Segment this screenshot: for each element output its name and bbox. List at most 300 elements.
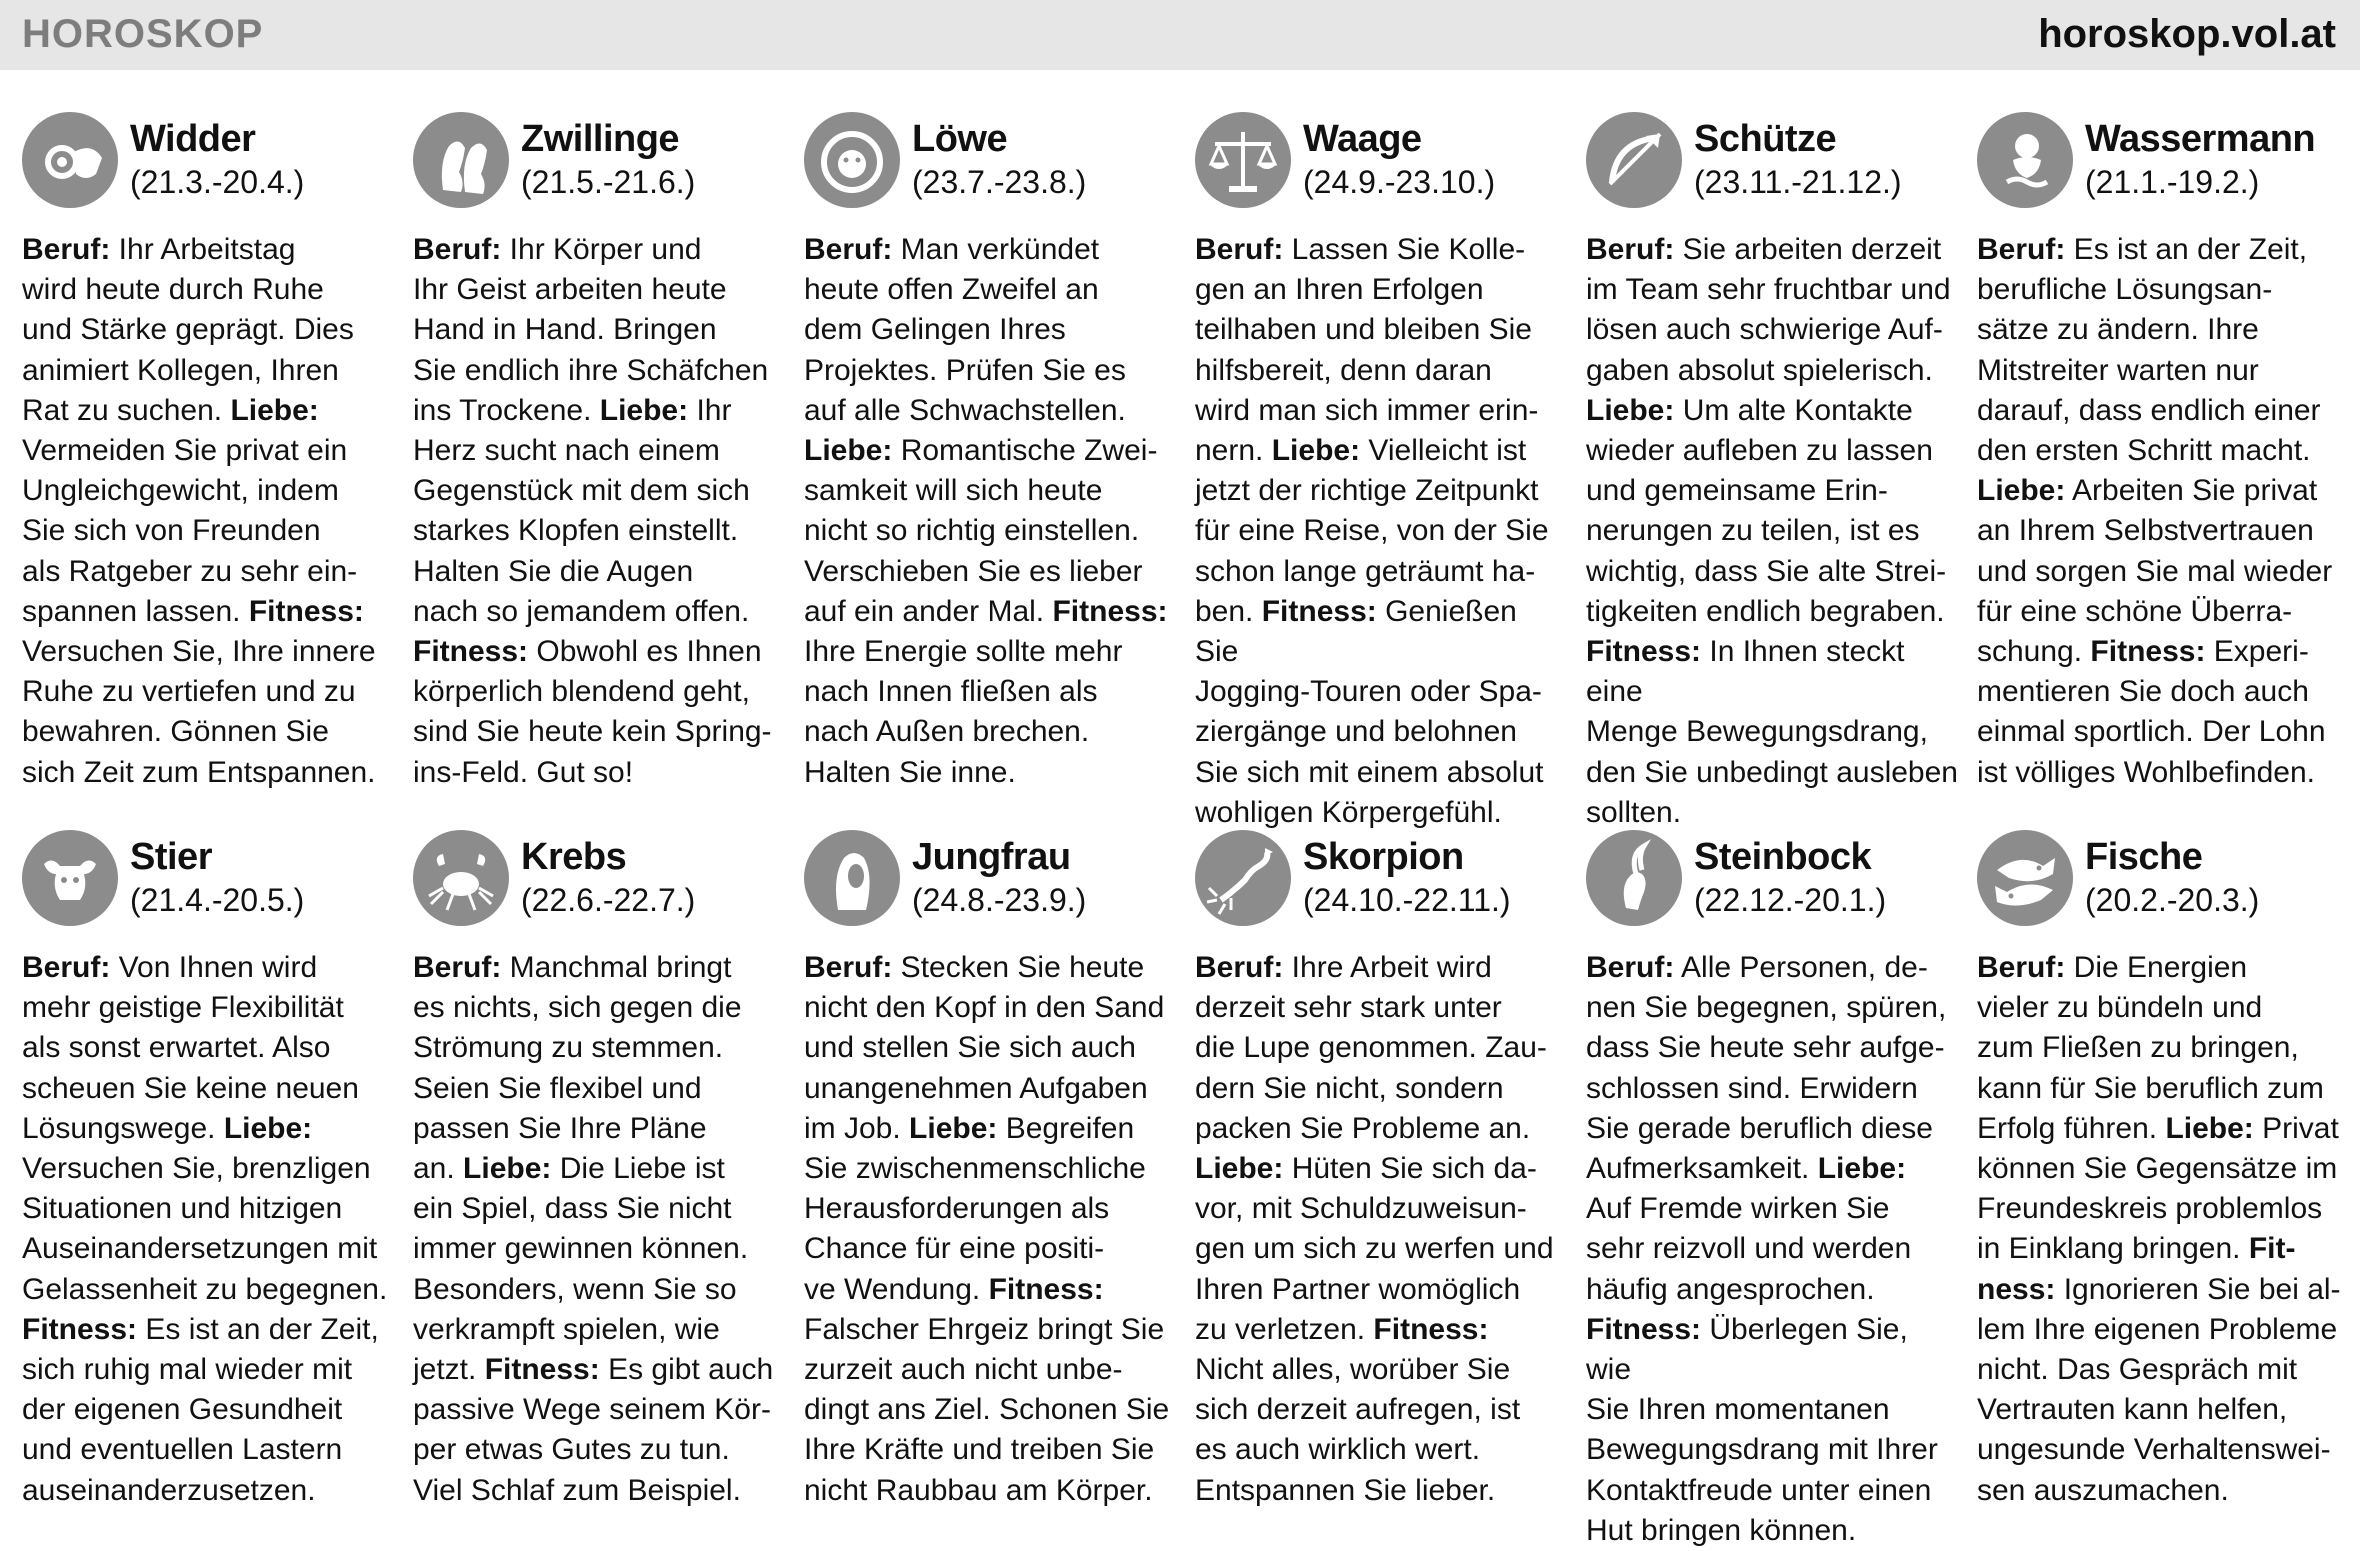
text-segment: Nicht alles, worüber Sie (1195, 1353, 1511, 1387)
text-segment: schung. (1977, 635, 2091, 669)
text-line (1195, 552, 1567, 592)
text-segment: sollten. (1586, 795, 1682, 829)
text-segment: nach so jemandem offen. (413, 594, 750, 628)
text-segment: in Einklang bringen. (1977, 1232, 2249, 1266)
text-segment: sich Zeit zum Entspannen. (22, 755, 376, 789)
category-label: Liebe: (230, 393, 319, 427)
text-segment: können Sie Gegensätze im (1977, 1152, 2338, 1186)
text-segment: dass Sie heute sehr aufge- (1586, 1031, 1945, 1065)
text-segment: häufig angesprochen. (1586, 1272, 1875, 1306)
text-line (1195, 1028, 1567, 1068)
text-segment: animiert Kollegen, Ihren (22, 353, 339, 387)
text-line (1977, 632, 2349, 672)
text-segment: Sie sich von Freunden (22, 514, 321, 548)
text-segment: Situationen und hitzigen (22, 1192, 343, 1226)
text-line (413, 552, 785, 592)
text-line (1977, 1149, 2349, 1189)
text-line (1977, 1028, 2349, 1068)
text-line (1586, 712, 1958, 752)
text-line (413, 753, 785, 793)
horoscope-text (1195, 230, 1567, 833)
text-segment: Ihr (688, 393, 732, 427)
category-label: Liebe: (804, 434, 893, 468)
category-label: Liebe: (909, 1111, 998, 1145)
ibex-icon (1586, 830, 1682, 926)
text-line (1586, 431, 1958, 471)
text-segment: Auseinandersetzungen mit (22, 1232, 378, 1266)
sign-dates: (24.8.-23.9.) (912, 882, 1087, 918)
category-label: Fitness: (2090, 635, 2206, 669)
text-segment: Ihr Körper und (501, 233, 702, 266)
text-line (804, 511, 1176, 551)
text-segment: Aufmerksamkeit. (1586, 1152, 1818, 1186)
text-line (804, 1109, 1176, 1149)
sign-header (1586, 830, 1958, 938)
text-line (22, 351, 394, 391)
text-segment: es auch wirklich wert. (1195, 1433, 1481, 1467)
text-segment: Gelassenheit zu begegnen. (22, 1272, 388, 1306)
text-segment: den ersten Schritt macht. (1977, 434, 2311, 468)
text-segment: mentieren Sie doch auch (1977, 675, 2309, 709)
category-label: Liebe: (2165, 1111, 2254, 1145)
category-label: Fitness: (988, 1272, 1104, 1306)
text-line (1977, 310, 2349, 350)
text-line (413, 1471, 785, 1511)
text-line (1586, 753, 1958, 793)
text-line (804, 988, 1176, 1028)
text-segment: samkeit will sich heute (804, 474, 1103, 508)
text-line (413, 1109, 785, 1149)
text-segment: Lassen Sie Kolle- (1283, 233, 1526, 266)
horoscope-text (804, 948, 1176, 1511)
sign-header (1977, 830, 2349, 938)
sign-dates: (21.5.-21.6.) (521, 164, 696, 200)
text-segment: ins-Feld. Gut so! (413, 755, 634, 789)
horoscope-waage (1195, 112, 1567, 833)
text-line (804, 672, 1176, 712)
text-segment: Ihre Energie sollte mehr (804, 635, 1123, 669)
category-label: Fitness: (1052, 594, 1168, 628)
text-line (1195, 988, 1567, 1028)
sign-dates: (22.6.-22.7.) (521, 882, 696, 918)
text-segment: mehr geistige Flexibilität (22, 991, 344, 1025)
horoscope-schütze (1586, 112, 1958, 833)
text-line (1195, 391, 1567, 431)
text-segment: hilfsbereit, denn daran (1195, 353, 1492, 387)
text-segment: Auf Fremde wirken Sie (1586, 1192, 1890, 1226)
water-bearer-icon (1977, 112, 2073, 208)
text-segment: unangenehmen Aufgaben (804, 1071, 1148, 1105)
text-line (413, 712, 785, 752)
text-segment: heute offen Zweifel an (804, 273, 1099, 307)
text-line (1586, 632, 1958, 712)
text-segment: bewahren. Gönnen Sie (22, 715, 329, 749)
text-segment: Projektes. Prüfen Sie es (804, 353, 1126, 387)
text-segment: und sorgen Sie mal wieder (1977, 554, 2333, 588)
text-line (1977, 948, 2349, 988)
text-segment: verkrampft spielen, wie (413, 1312, 720, 1346)
sign-dates: (20.2.-20.3.) (2085, 882, 2260, 918)
text-segment: auf alle Schwachstellen. (804, 393, 1126, 427)
text-segment: Überlegen Sie, wie (1586, 1312, 1908, 1387)
category-label: Beruf: (413, 233, 502, 266)
text-line (1977, 753, 2349, 793)
horoscope-text (22, 230, 394, 793)
text-segment: Obwohl es Ihnen (528, 635, 762, 669)
text-segment: gen um sich zu werfen und (1195, 1232, 1554, 1266)
text-line (1586, 1390, 1958, 1430)
text-line (804, 310, 1176, 350)
text-line (1977, 1189, 2349, 1229)
text-line (22, 672, 394, 712)
text-segment: ins Trockene. (413, 393, 600, 427)
text-segment: für eine schöne Überra- (1977, 594, 2293, 628)
text-line (804, 592, 1176, 632)
text-line (22, 1390, 394, 1430)
text-segment: immer gewinnen können. (413, 1232, 749, 1266)
text-segment: lem Ihre eigenen Probleme (1977, 1312, 2338, 1346)
category-label: Fit- (2248, 1232, 2296, 1266)
text-line (22, 270, 394, 310)
text-line (1977, 1069, 2349, 1109)
category-label: Beruf: (1977, 233, 2066, 266)
text-segment: wird heute durch Ruhe (22, 273, 324, 307)
text-line (1195, 948, 1567, 988)
scorpion-icon (1195, 830, 1291, 926)
text-line (22, 1189, 394, 1229)
text-line (1977, 351, 2349, 391)
category-label: Beruf: (1195, 233, 1284, 266)
text-segment: Mitstreiter warten nur (1977, 353, 2259, 387)
text-segment: Man verkündet (892, 233, 1100, 266)
sign-header (22, 830, 394, 938)
sign-dates: (23.11.-21.12.) (1694, 164, 1902, 200)
text-segment: Vermeiden Sie privat ein (22, 434, 348, 468)
category-label: Beruf: (1977, 951, 2066, 984)
text-line (1586, 988, 1958, 1028)
text-segment: Sie Ihren momentanen (1586, 1393, 1890, 1427)
text-segment: Menge Bewegungsdrang, (1586, 715, 1928, 749)
text-line (804, 1028, 1176, 1068)
text-line (804, 1270, 1176, 1310)
sign-dates: (23.7.-23.8.) (912, 164, 1087, 200)
category-label: Liebe: (463, 1152, 552, 1186)
horoscope-text (804, 230, 1176, 793)
text-segment: Seien Sie flexibel und (413, 1071, 702, 1105)
sign-dates: (22.12.-20.1.) (1694, 882, 1887, 918)
text-line (413, 988, 785, 1028)
text-segment: der eigenen Gesundheit (22, 1393, 343, 1427)
text-segment: Entspannen Sie lieber. (1195, 1473, 1496, 1507)
text-segment: und stellen Sie sich auch (804, 1031, 1136, 1065)
text-segment: passen Sie Ihre Pläne (413, 1111, 707, 1145)
text-line (1195, 592, 1567, 672)
text-line (1195, 310, 1567, 350)
twins-icon (413, 112, 509, 208)
text-segment: jetzt der richtige Zeitpunkt (1195, 474, 1539, 508)
lion-icon (804, 112, 900, 208)
text-segment: packen Sie Probleme an. (1195, 1111, 1531, 1145)
text-line (22, 592, 394, 632)
text-line (804, 948, 1176, 988)
text-segment: Sie sich mit einem absolut (1195, 755, 1544, 789)
text-line (1195, 1149, 1567, 1189)
bull-icon (22, 830, 118, 926)
text-line (22, 1149, 394, 1189)
text-segment: Experi- (2205, 635, 2309, 669)
category-label: Beruf: (1195, 951, 1284, 984)
text-line (1195, 1471, 1567, 1511)
text-segment: den Sie unbedingt ausleben (1586, 755, 1958, 789)
category-label: Beruf: (804, 951, 893, 984)
text-line (1195, 1109, 1567, 1149)
text-segment: dem Gelingen Ihres (804, 313, 1066, 347)
text-segment: gen an Ihren Erfolgen (1195, 273, 1484, 307)
horoscope-wassermann (1977, 112, 2349, 793)
text-line (22, 552, 394, 592)
text-line (413, 1310, 785, 1350)
text-segment: nach Außen brechen. (804, 715, 1090, 749)
text-segment: Sie zwischenmenschliche (804, 1152, 1146, 1186)
text-segment: derzeit sehr stark unter (1195, 991, 1502, 1025)
text-line (413, 632, 785, 672)
category-label: Beruf: (22, 951, 111, 984)
text-segment: wird man sich immer erin- (1195, 393, 1539, 427)
text-line (413, 1390, 785, 1430)
text-line (1586, 1028, 1958, 1068)
text-line (1195, 1069, 1567, 1109)
text-line (1977, 1350, 2349, 1390)
text-line (1586, 1430, 1958, 1470)
horoscope-steinbock (1586, 830, 1958, 1551)
horoscope-text (1977, 230, 2349, 793)
category-label: Liebe: (599, 393, 689, 427)
category-label: Fitness: (1373, 1312, 1489, 1346)
text-segment: Ruhe zu vertiefen und zu (22, 675, 356, 709)
text-segment: Herz sucht nach einem (413, 434, 720, 468)
text-segment: passive Wege seinem Kör- (413, 1393, 771, 1427)
text-line (1586, 1229, 1958, 1269)
horoscope-text (1195, 948, 1567, 1511)
sign-header (413, 830, 785, 938)
text-segment: Gegenstück mit dem sich (413, 474, 750, 508)
text-line (1195, 1350, 1567, 1390)
sign-name: Fische (2085, 836, 2203, 878)
text-segment: die Lupe genommen. Zau- (1195, 1031, 1547, 1065)
text-segment: Ignorieren Sie bei al- (2055, 1272, 2341, 1306)
text-line (1977, 1109, 2349, 1149)
text-line (1195, 793, 1567, 833)
sign-dates: (21.1.-19.2.) (2085, 164, 2260, 200)
sign-header (1195, 830, 1567, 938)
text-segment: Es gibt auch (599, 1353, 774, 1387)
text-segment: und gemeinsame Erin- (1586, 474, 1888, 508)
text-line (1586, 1069, 1958, 1109)
horoscope-stier (22, 830, 394, 1511)
text-segment: Versuchen Sie, Ihre innere (22, 635, 376, 669)
text-segment: Manchmal bringt (501, 951, 732, 984)
text-line (413, 1189, 785, 1229)
text-line (1195, 753, 1567, 793)
text-line (1195, 672, 1567, 712)
text-line (1977, 431, 2349, 471)
sign-name: Stier (130, 836, 212, 878)
section-title: HOROSKOP (22, 12, 264, 56)
text-line (1586, 948, 1958, 988)
category-label: Liebe: (1817, 1152, 1907, 1186)
text-line (413, 1149, 785, 1189)
text-segment: Rat zu suchen. (22, 393, 231, 427)
text-line (1586, 230, 1958, 270)
text-line (1586, 471, 1958, 511)
text-line (1586, 552, 1958, 592)
text-segment: In Ihnen steckt eine (1586, 635, 1905, 709)
sign-header (804, 830, 1176, 938)
text-line (1195, 712, 1567, 752)
sign-dates: (21.4.-20.5.) (130, 882, 305, 918)
text-line (22, 391, 394, 431)
text-segment: Ihren Partner womöglich (1195, 1272, 1521, 1306)
text-segment: Freundeskreis problemlos (1977, 1192, 2323, 1226)
text-line (1195, 1270, 1567, 1310)
text-segment: nen Sie begegnen, spüren, (1586, 991, 1947, 1025)
text-line (804, 1350, 1176, 1390)
text-segment: Stecken Sie heute (892, 951, 1145, 984)
horoscope-zwillinge (413, 112, 785, 793)
text-line (22, 1028, 394, 1068)
text-line (413, 431, 785, 471)
text-segment: Ihr Geist arbeiten heute (413, 273, 727, 307)
text-line (1195, 1189, 1567, 1229)
text-line (22, 1471, 394, 1511)
text-line (1977, 1310, 2349, 1350)
text-line (1977, 1270, 2349, 1310)
text-line (1977, 672, 2349, 712)
category-label: Fitness: (248, 594, 364, 628)
site-url: horoskop.vol.at (2038, 12, 2336, 56)
sign-header (1586, 112, 1958, 220)
text-segment: wohligen Körpergefühl. (1195, 795, 1502, 829)
text-segment: ein Spiel, dass Sie nicht (413, 1192, 732, 1226)
horoscope-krebs (413, 830, 785, 1511)
text-segment: als Ratgeber zu sehr ein- (22, 554, 358, 588)
horoscope-text (1977, 948, 2349, 1511)
text-line (1977, 988, 2349, 1028)
bow-icon (1586, 112, 1682, 208)
text-line (804, 391, 1176, 431)
text-segment: ben. (1195, 594, 1262, 628)
text-segment: im Team sehr fruchtbar und (1586, 273, 1951, 307)
text-line (22, 988, 394, 1028)
ram-icon (22, 112, 118, 208)
category-label: Fitness: (1261, 594, 1377, 628)
text-segment: wichtig, dass Sie alte Strei- (1586, 554, 1947, 588)
text-line (804, 1390, 1176, 1430)
text-segment: Um alte Kontakte (1674, 393, 1913, 427)
text-line (22, 753, 394, 793)
text-line (22, 1270, 394, 1310)
text-line (1586, 511, 1958, 551)
category-label: Liebe: (1586, 393, 1675, 427)
text-segment: Strömung zu stemmen. (413, 1031, 724, 1065)
text-segment: nern. (1195, 434, 1272, 468)
category-label: Fitness: (484, 1353, 600, 1387)
text-line (1195, 1390, 1567, 1430)
category-label: Beruf: (22, 233, 111, 266)
text-segment: nicht den Kopf in den Sand (804, 991, 1165, 1025)
text-segment: Genießen Sie (1195, 594, 1517, 669)
horoscope-fische (1977, 830, 2349, 1511)
text-segment: sich derzeit aufregen, ist (1195, 1393, 1521, 1427)
sign-name: Jungfrau (912, 836, 1071, 878)
text-line (22, 511, 394, 551)
text-line (1977, 1390, 2349, 1430)
text-line (804, 1310, 1176, 1350)
text-segment: für eine Reise, von der Sie (1195, 514, 1549, 548)
text-segment: Chance für eine positi- (804, 1232, 1105, 1266)
text-line (413, 1430, 785, 1470)
text-line (1977, 511, 2349, 551)
text-line (804, 1149, 1176, 1189)
horoscope-text (1586, 230, 1958, 833)
category-label: ness: (1977, 1272, 2056, 1306)
text-line (413, 310, 785, 350)
text-line (1586, 391, 1958, 431)
text-line (1977, 712, 2349, 752)
text-segment: starkes Klopfen einstellt. (413, 514, 739, 548)
text-line (1977, 471, 2349, 511)
horoscope-löwe (804, 112, 1176, 793)
category-label: Beruf: (804, 233, 893, 266)
text-line (804, 1229, 1176, 1269)
category-label: Liebe: (223, 1111, 313, 1145)
text-segment: sich ruhig mal wieder mit (22, 1353, 353, 1387)
text-segment: jetzt. (413, 1353, 485, 1387)
text-segment: nerungen zu teilen, ist es (1586, 514, 1920, 548)
text-line (413, 1028, 785, 1068)
sign-header (413, 112, 785, 220)
text-line (804, 1430, 1176, 1470)
text-segment: Jogging-Touren oder Spa- (1195, 675, 1542, 709)
header-bar (0, 0, 2360, 70)
text-line (804, 471, 1176, 511)
text-line (1195, 471, 1567, 511)
sign-dates: (21.3.-20.4.) (130, 164, 305, 200)
text-line (804, 552, 1176, 592)
text-line (413, 948, 785, 988)
text-segment: Hut bringen können. (1586, 1513, 1857, 1547)
text-line (22, 632, 394, 672)
text-line (804, 1189, 1176, 1229)
text-line (413, 1069, 785, 1109)
text-segment: kann für Sie beruflich zum (1977, 1071, 2324, 1105)
text-segment: ungesunde Verhaltenswei- (1977, 1433, 2331, 1467)
text-segment: Es ist an der Zeit, (2065, 233, 2308, 266)
horoscope-skorpion (1195, 830, 1567, 1511)
text-line (413, 230, 785, 270)
text-segment: Die Energien (2065, 951, 2248, 984)
sign-name: Steinbock (1694, 836, 1872, 878)
text-line (413, 1270, 785, 1310)
text-segment: es nichts, sich gegen die (413, 991, 742, 1025)
sign-header (804, 112, 1176, 220)
text-segment: Vertrauten kann helfen, (1977, 1393, 2288, 1427)
text-segment: Lösungswege. (22, 1111, 224, 1145)
text-line (1195, 1430, 1567, 1470)
text-segment: Privat (2253, 1111, 2339, 1145)
text-segment: nicht so richtig einstellen. (804, 514, 1140, 548)
text-segment: einmal sportlich. Der Lohn (1977, 715, 2326, 749)
